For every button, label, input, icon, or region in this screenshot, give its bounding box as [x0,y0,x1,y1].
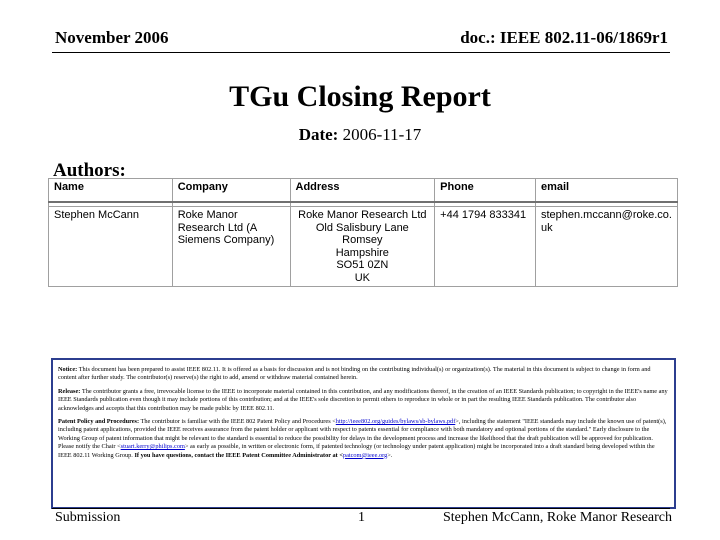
address-line: Old Salisbury Lane [315,221,409,234]
col-header-company: Company [172,179,290,203]
date-label: Date: [298,125,339,144]
patent-text: > as early as possible, in written or electronic form, if patented technology (or technology under patent application) might be incorporated into a draft standard being developed within the IEEE 802.11 Working Group. [58,443,655,459]
header-date: November 2006 [55,28,169,47]
address-line: Romsey [342,234,383,246]
footer-page-number: 1 [358,510,365,525]
notice-box [51,358,676,509]
patent-paragraph [58,418,669,460]
notice-label: Notice: [58,366,78,373]
patent-label: Patent Policy and Procedures: [58,418,140,426]
bylaws-link[interactable]: http://ieee802.org/guides/bylaws/sb-bylaws.pdf [335,418,456,426]
authors-label: Authors: [53,160,126,181]
col-header-email: email [535,179,677,203]
address-line: Roke Manor Research Ltd [298,209,427,221]
patent-text: The contributor is familiar with the IEEE 802 Patent Policy and Procedures < [140,418,336,426]
patent-text-end: >. [387,451,393,459]
notice-paragraph [58,366,669,383]
col-header-phone: Phone [435,179,536,203]
date-line [0,125,720,145]
cell-company [172,207,290,287]
release-text: The contributor grants a free, irrevocable license to the IEEE to incorporate material contained in this contribution, and any modifications thereof, in the creation of an IEEE Standards publication; to copyright in the IEEE's name any IEEE Standards publication even though it may include portions of this contribution; and at the IEEE's sole discretion to permit others to reproduce in whole or in part the resulting IEEE Standards publication. The contributor also acknowledges and accepts that this contribution may be made public by IEEE 802.11. [58,387,668,412]
cell-email [535,207,677,287]
col-header-name: Name [49,179,173,203]
footer-rule [52,508,670,509]
date-value: 2006-11-17 [342,125,422,144]
table-header-row [49,179,678,203]
cell-address [290,207,435,287]
chair-email-link[interactable]: stuart.kerry@philips.com [120,443,185,451]
release-paragraph [58,388,669,413]
release-label: Release: [58,387,81,395]
company-line: Roke Manor [177,209,238,221]
notice-text: This document has been prepared to assist IEEE 802.11. It is offered as a basis for discussion and is not binding on the contributing individual(s) or organization(s). The material in this document is subject to change in form and content after further study. The contributor(s) reserve(s) the right to add, amend or withdraw material contained herein. [58,366,651,382]
slide-title: TGu Closing Report [229,80,491,113]
authors-table [48,178,678,287]
cell-name: Stephen McCann [49,207,173,287]
email-line: stephen.mccann@roke.co. [540,209,672,221]
address-line: Hampshire [335,246,389,259]
address-line: SO51 0ZN [336,259,389,271]
patent-text: >, including the statement "IEEE standards may include the known use of patent(s), including patent applications, provided the IEEE receives assurance from the patent holder or applicant with respect to patents essential for compliance with both mandatory and optional portions of the standard." Early disclosure to the Working Group of patent information that might be relevant to the standard is essential to reduce the possibility for delays in the development process and increase the likelihood that the draft publication will be approved for publication. Please notify the Chair < [58,418,667,451]
table-row [49,207,678,287]
footer-author: Stephen McCann, Roke Manor Research [443,510,672,525]
address-line: UK [354,271,370,284]
cell-phone: +44 1794 833341 [435,207,536,287]
email-line: uk [540,221,553,234]
patent-contact-text: If you have questions, contact the IEEE Patent Committee Administrator at < [134,451,343,459]
header-doc-id: doc.: IEEE 802.11-06/1869r1 [460,28,668,47]
col-header-address: Address [290,179,435,203]
header-rule [52,52,670,53]
patcom-email-link[interactable]: patcom@ieee.org [342,451,388,459]
company-line: Research Ltd (A [177,221,258,234]
footer-submission: Submission [55,510,121,525]
company-line: Siemens Company) [177,234,275,246]
